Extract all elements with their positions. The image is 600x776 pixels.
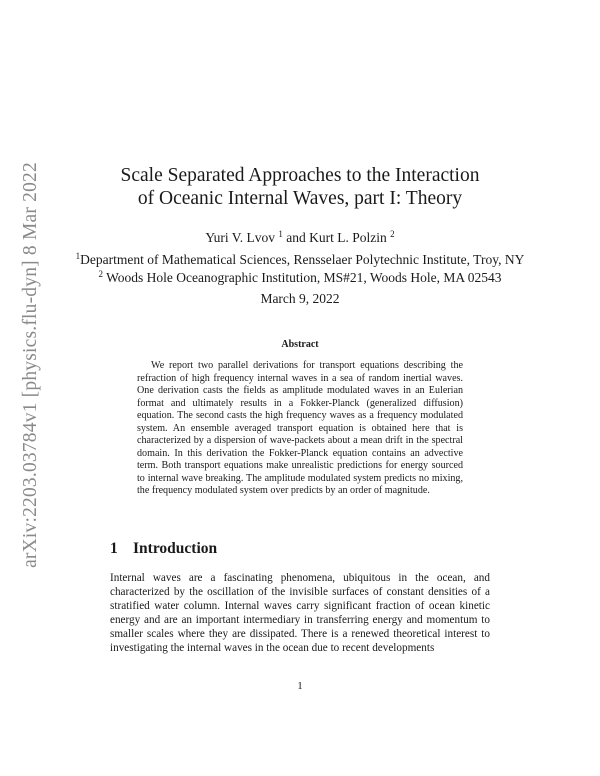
title-line-2: of Oceanic Internal Waves, part I: Theory: [137, 188, 463, 209]
affiliation-1-text: Department of Mathematical Sciences, Rensselaer Polytechnic Institute, Troy, NY: [80, 252, 525, 267]
section-number: 1: [110, 540, 118, 557]
arxiv-identifier-stamp: [20, 162, 42, 568]
affiliation-2-text: Woods Hole Oceanographic Institution, MS#21, Woods Hole, MA 02543: [106, 270, 502, 285]
section-title: Introduction: [133, 540, 218, 557]
arxiv-identifier-text: arXiv:2203.03784v1 [physics.flu-dyn] 8 Mar 2022: [20, 162, 41, 568]
introduction-paragraph: Internal waves are a fascinating phenomena, ubiquitous in the ocean, and characterized by the oscillation of the invisible surfaces of constant densities of a stratified water column. Internal waves carry significant fraction of ocean kinetic energy and are an important intermediary in transferring energy and momentum to smaller scales where they are dissipated. There is a renewed theoretical interest to investigating the internal waves in the ocean due to recent developments: [110, 572, 490, 655]
title-line-1: Scale Separated Approaches to the Interaction: [120, 165, 480, 186]
author-conjunction: and: [286, 230, 306, 245]
abstract-heading: Abstract: [281, 339, 319, 350]
author-1-affiliation-mark: 1: [278, 229, 283, 239]
paper-title: [60, 164, 540, 210]
author-2-name: Kurt L. Polzin: [309, 230, 387, 245]
abstract-text: We report two parallel derivations for transport equations describing the refraction of high frequency internal waves in a sea of random inertial waves. One derivation casts the fields as amplitude modulated waves in an Eulerian format and ultimately results in a Fokker-Planck (generalized diffusion) equation. The second casts the high frequency waves as a frequency modulated system. An ensemble averaged transport equation is obtained here that is characterized by a dispersion of wave-packets about a mean drift in the spectral domain. In this derivation the Fokker-Planck equation contains an advective term. Both transport equations make unrealistic predictions for energy sourced to internal wave breaking. The amplitude modulated system predicts no mixing, the frequency modulated system over predicts by an order of magnitude.: [137, 360, 463, 497]
author-list: [60, 225, 540, 247]
author-1-name: Yuri V. Lvov: [205, 230, 275, 245]
author-2-affiliation-mark: 2: [390, 229, 395, 239]
section-heading-introduction: [110, 540, 217, 558]
page-number: 1: [297, 680, 303, 692]
affiliation-1-mark: 1: [75, 251, 81, 261]
affiliation-2: [40, 265, 560, 287]
publication-date: March 9, 2022: [260, 291, 340, 306]
affiliation-2-mark: 2: [98, 269, 103, 279]
